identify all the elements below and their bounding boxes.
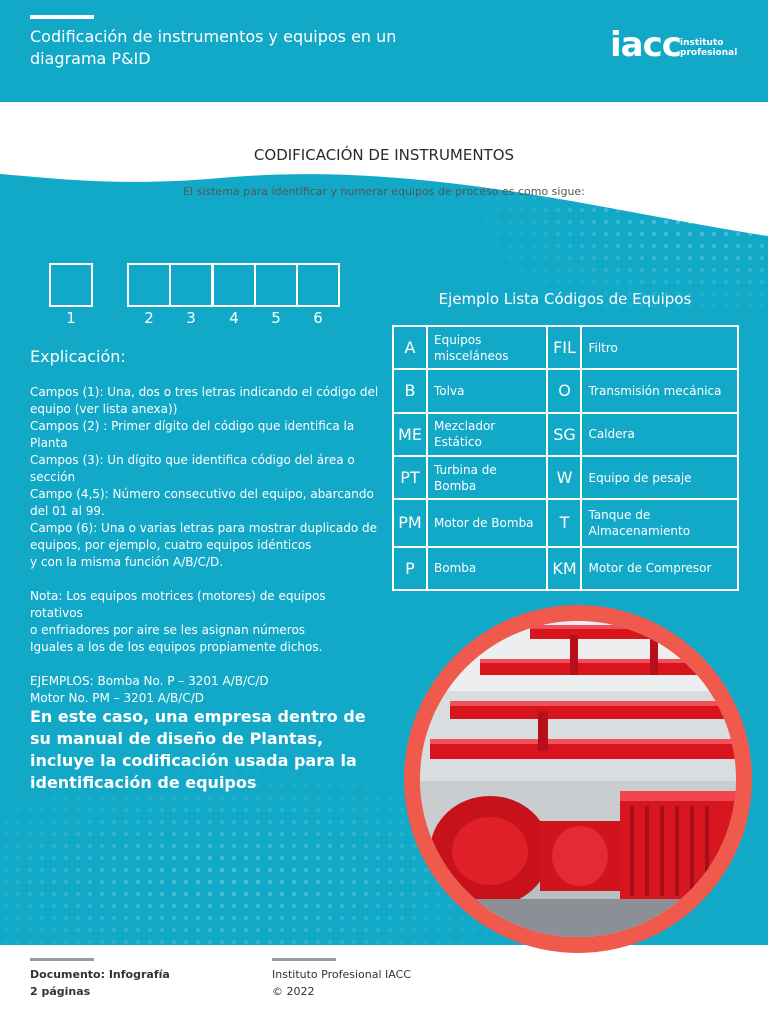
description-cell: Turbina de Bomba [427, 456, 547, 499]
logo-subtitle [680, 38, 737, 58]
table-row [393, 326, 738, 369]
code-cell: KM [547, 547, 581, 590]
code-cell: PM [393, 499, 427, 546]
equipment-codes-table [392, 325, 739, 591]
codes-table-title: Ejemplo Lista Códigos de Equipos [438, 290, 692, 308]
header-accent-line [30, 15, 94, 19]
footer-institution: Instituto Profesional IACC [272, 968, 411, 981]
footer-copyright: © 2022 [272, 985, 315, 998]
footer-divider-right [272, 958, 336, 961]
table-row [393, 413, 738, 456]
document-title: Codificación de instrumentos y equipos en un diagrama P&ID [30, 27, 397, 68]
description-cell: Mezclador Estático [427, 413, 547, 456]
field-box-3 [169, 263, 213, 307]
table-row [393, 499, 738, 546]
field-number-2: 2 [144, 309, 154, 327]
section-title: CODIFICACIÓN DE INSTRUMENTOS [253, 146, 515, 164]
code-cell: FIL [547, 326, 581, 369]
pump-station-photo [420, 621, 736, 937]
code-cell: T [547, 499, 581, 546]
description-cell: Tanque de Almacenamiento [581, 499, 738, 546]
code-cell: A [393, 326, 427, 369]
footer-institution-info [272, 966, 411, 1000]
footer-page-count: 2 páginas [30, 985, 91, 998]
field-box-2 [127, 263, 171, 307]
description-cell: Equipos misceláneos [427, 326, 547, 369]
table-row [393, 547, 738, 590]
code-cell: O [547, 369, 581, 412]
code-cell: W [547, 456, 581, 499]
description-cell: Tolva [427, 369, 547, 412]
logo-subtitle-line-1: instituto [680, 38, 724, 48]
footer-document-label: Documento: Infografía [30, 968, 170, 981]
code-cell: PT [393, 456, 427, 499]
iacc-logo [610, 25, 750, 65]
logo-subtitle-line-2: profesional [680, 48, 738, 58]
logo-wordmark: iacc [610, 25, 681, 65]
section-subtitle: El sistema para identificar y numerar equipos de proceso es como sigue: [183, 185, 585, 198]
table-row [393, 456, 738, 499]
description-cell: Transmisión mecánica [581, 369, 738, 412]
code-cell: B [393, 369, 427, 412]
field-box-5 [254, 263, 298, 307]
explanation-body: Campos (1): Una, dos o tres letras indicando el código del equipo (ver lista anexa)) Campos (2) : Primer dígito del código que identifica la Planta Campos (3): Un dígito que identifica código del área o sección Campo (4,5): Número consecutivo del equipo, abarcando del 01 al 99. Campo (6): Una o varias letras para mostrar duplicado de equipos, por ejemplo, cuatro equipos idénticos y con la misma función A/B/C/D. Nota: Los equipos motrices (motores) de equipos rotativos o enfriadores por aire se les asignan números Iguales a los de los equipos propiamente dichos. EJEMPLOS: Bomba No. P – 3201 A/B/C/D Motor No. PM – 3201 A/B/C/D [30, 385, 379, 705]
field-number-3: 3 [186, 309, 196, 327]
description-cell: Equipo de pesaje [581, 456, 738, 499]
code-cell: SG [547, 413, 581, 456]
description-cell: Bomba [427, 547, 547, 590]
field-box-1 [49, 263, 93, 307]
description-cell: Caldera [581, 413, 738, 456]
highlight-statement: En este caso, una empresa dentro de su manual de diseño de Plantas, incluye la codificación usada para la identificación de equipos [30, 707, 366, 792]
field-number-5: 5 [271, 309, 281, 327]
field-box-6 [296, 263, 340, 307]
code-cell: ME [393, 413, 427, 456]
footer-divider-left [30, 958, 94, 961]
field-box-4 [212, 263, 256, 307]
field-number-6: 6 [313, 309, 323, 327]
explanation-heading: Explicación: [30, 347, 126, 366]
table-row [393, 369, 738, 412]
description-cell: Motor de Compresor [581, 547, 738, 590]
description-cell: Filtro [581, 326, 738, 369]
field-number-4: 4 [229, 309, 239, 327]
footer-document-info [30, 966, 170, 1000]
description-cell: Motor de Bomba [427, 499, 547, 546]
code-cell: P [393, 547, 427, 590]
field-number-1: 1 [66, 309, 76, 327]
